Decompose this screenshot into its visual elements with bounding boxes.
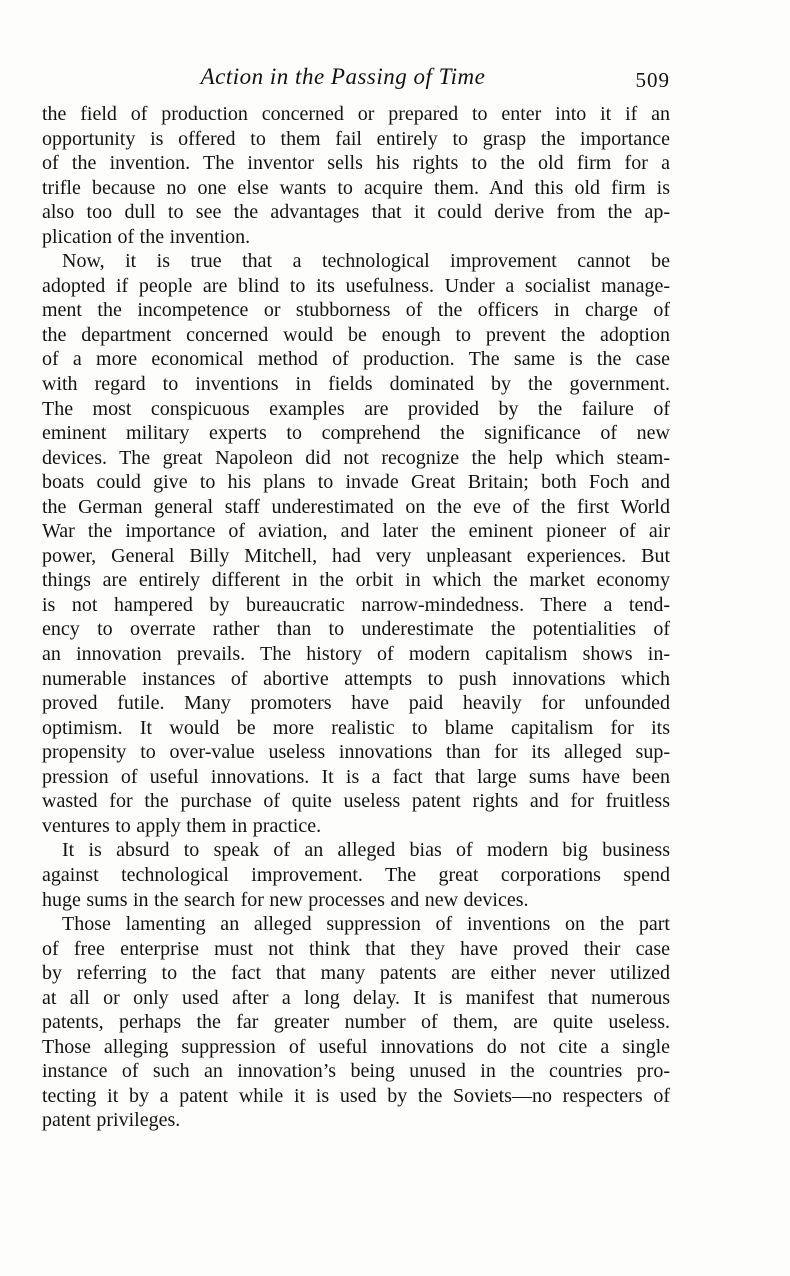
text-line: of a more economical method of production. The same is the case: [42, 348, 670, 371]
text-line: eminent military experts to comprehend the significance of new: [42, 422, 670, 445]
text-line: ency to overrate rather than to underestimate the potentialities of: [42, 618, 670, 641]
text-line: also too dull to see the advantages that it could derive from the ap-: [42, 201, 670, 224]
text-line: War the importance of aviation, and later the eminent pioneer of air: [42, 520, 670, 543]
page-number: 509: [635, 68, 670, 92]
text-line: instance of such an innovation’s being unused in the countries pro-: [42, 1060, 670, 1083]
text-line: Those alleging suppression of useful innovations do not cite a single: [42, 1035, 670, 1058]
text-line: numerable instances of abortive attempts to push innovations which: [42, 667, 670, 690]
text-line: ment the incompetence or stubborness of the officers in charge of: [42, 299, 670, 322]
text-line: ventures to apply them in practice.: [42, 814, 322, 837]
text-line: with regard to inventions in fields dominated by the government.: [42, 373, 670, 396]
text-line: by referring to the fact that many patents are either never utilized: [42, 962, 670, 985]
text-line: the German general staff underestimated on the eve of the first World: [42, 495, 670, 518]
text-line: the field of production concerned or prepared to enter into it if an: [42, 103, 670, 125]
text-line: of the invention. The inventor sells his rights to the old firm for a: [42, 152, 670, 175]
text-line: The most conspicuous examples are provided by the failure of: [42, 397, 670, 420]
text-line: adopted if people are blind to its usefulness. Under a socialist manage-: [42, 274, 670, 297]
text-line: Those lamenting an alleged suppression of inventions on the part: [62, 913, 670, 936]
text-line: things are entirely different in the orbit in which the market economy: [42, 569, 670, 592]
text-line: proved futile. Many promoters have paid heavily for unfounded: [42, 692, 670, 715]
text-line: is not hampered by bureaucratic narrow-mindedness. There a tend-: [42, 593, 670, 616]
text-line: Now, it is true that a technological improvement cannot be: [62, 250, 670, 273]
page-body-text: [42, 102, 670, 1133]
paragraph: [42, 102, 670, 249]
paragraph: [42, 838, 670, 912]
paragraph: [42, 912, 670, 1133]
text-line: It is absurd to speak of an alleged bias of modern big business: [62, 839, 670, 862]
text-line: wasted for the purchase of quite useless patent rights and for fruitless: [42, 790, 670, 813]
text-line: at all or only used after a long delay. It is manifest that numerous: [42, 986, 670, 1009]
text-line: devices. The great Napoleon did not recognize the help which steam-: [42, 446, 670, 469]
text-line: huge sums in the search for new processes and new devices.: [42, 888, 529, 911]
running-header: [42, 64, 670, 96]
text-line: the department concerned would be enough to prevent the adoption: [42, 323, 670, 346]
paragraph: [42, 249, 670, 838]
text-line: of free enterprise must not think that they have proved their case: [42, 937, 670, 960]
text-line: optimism. It would be more realistic to blame capitalism for its: [42, 716, 670, 739]
text-line: plication of the invention.: [42, 225, 251, 248]
text-line: tecting it by a patent while it is used by the Soviets—no respecters of: [42, 1084, 670, 1107]
text-line: boats could give to his plans to invade Great Britain; both Foch and: [42, 471, 670, 494]
text-line: an innovation prevails. The history of modern capitalism shows in-: [42, 643, 670, 666]
text-line: patent privileges.: [42, 1109, 181, 1132]
text-line: power, General Billy Mitchell, had very unpleasant experiences. But: [42, 544, 670, 567]
text-line: pression of useful innovations. It is a fact that large sums have been: [42, 765, 670, 788]
text-line: propensity to over-value useless innovations than for its alleged sup-: [42, 741, 670, 764]
text-line: against technological improvement. The great corporations spend: [42, 863, 670, 886]
text-line: trifle because no one else wants to acquire them. And this old firm is: [42, 176, 670, 199]
running-title: Action in the Passing of Time: [200, 64, 486, 89]
text-line: patents, perhaps the far greater number of them, are quite useless.: [42, 1011, 670, 1034]
text-line: opportunity is offered to them fail entirely to grasp the importance: [42, 127, 670, 150]
